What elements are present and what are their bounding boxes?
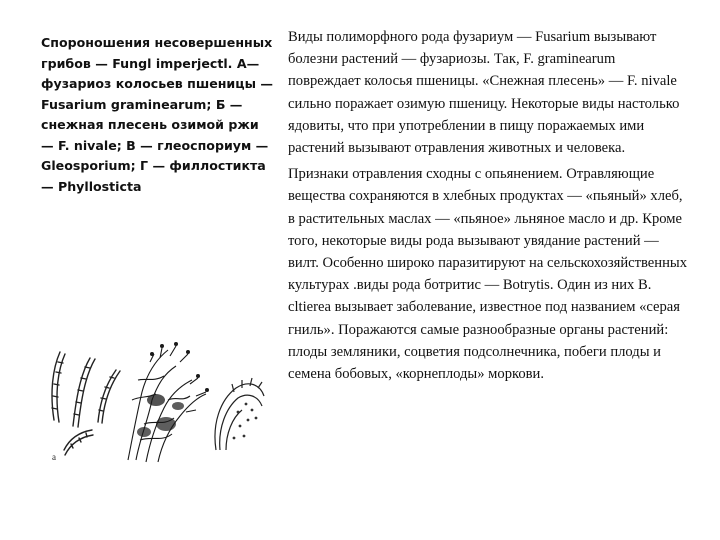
paragraph-fusarium: Виды полиморфного рода фузариум — Fusarium вызывают болезни растений — фузариозы. Так, F. graminearum повреждает колосья пшеницы. «Снежная плесень» — F. nivale сильно поражает озимую пшеницу. Некоторые виды настолько ядовиты, что при употреблении в пищу поражаемых ими растений вызывают отравления животных и человека. — [288, 29, 680, 157]
paragraph-poisoning: Признаки отравления сходны с опьянением. Отравляющие вещества сохраняются в хлебных продуктах — «пьяный» хлеб, в растительных маслах — «пьяное» льняное масло и др. Кроме того, некоторые виды рода вызывают увядание растений — вилт. Особенно широко паразитируют на сельскохозяйственных культурах .виды рода ботритис — Botrytis. Один из них В. cltierea вызывает заболевание, известное под названием «серая гниль». Поражаются самые разнообразные органы растений: плоды земляники, соцветия подсолнечника, побеги плоды и семена бобовых, «корнеплоды» моркови. — [288, 166, 687, 383]
mycelium-cluster-drawing — [128, 346, 206, 462]
figure-caption: Спороношения несовершенных грибов — Fungl imperjectl. А— фузариоз колосьев пшеницы — Fusarium graminearum; Б — снежная плесень озимой ржи — F. nivale; В — глеоспориум — Gleosporium; Г — филлостикта — Phyllosticta — [41, 35, 273, 194]
fungi-spores-illustration — [40, 300, 266, 468]
fusarium-spores-drawing — [52, 352, 120, 455]
main-text — [288, 26, 688, 385]
pycnidium-drawing — [215, 378, 264, 450]
figure-label-a: а — [52, 452, 56, 462]
pycnidium-spots — [233, 403, 258, 440]
